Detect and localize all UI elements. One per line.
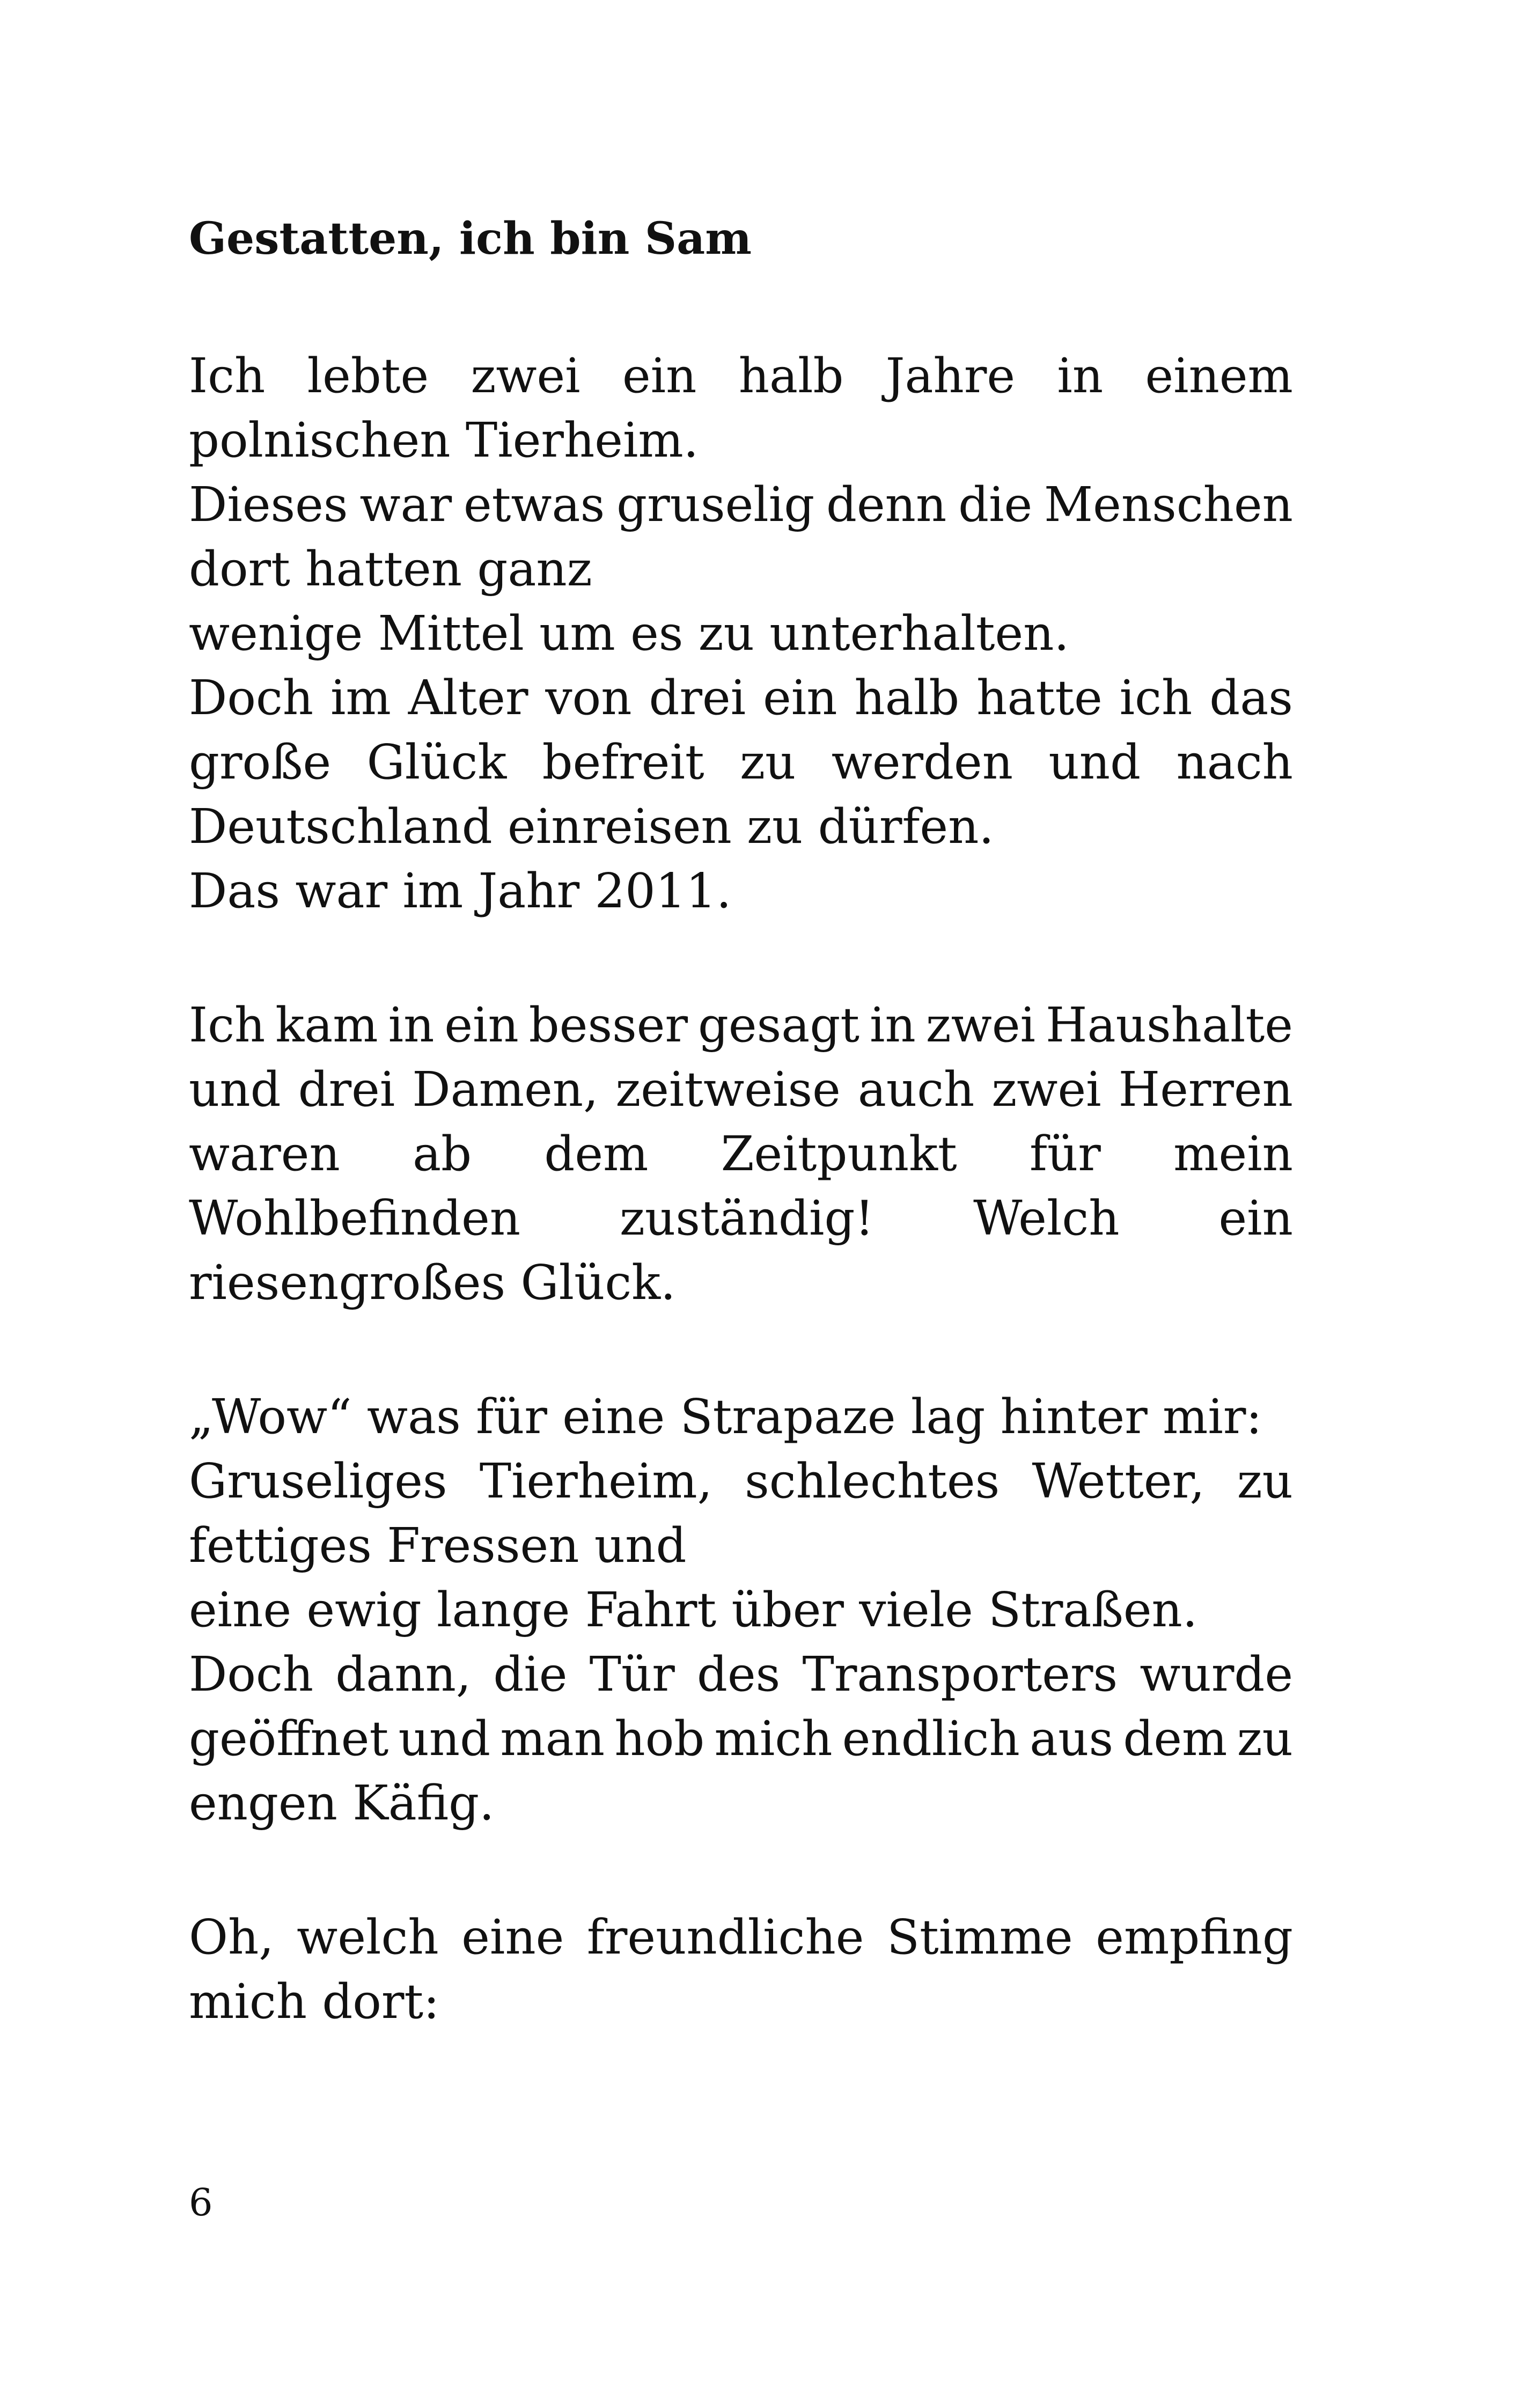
text-line: Wohlbefinden zuständig! Welch ein [189,1190,1293,1246]
text-line: Gruseliges Tierheim, schlechtes Wetter, zu [189,1453,1293,1509]
chapter-heading: Gestatten, ich bin Sam [189,213,752,265]
text-line: Das war im Jahr 2011. [189,863,732,919]
text-line: mich dort: [189,1973,440,2029]
text-line: wenige Mittel um es zu unterhalten. [189,605,1069,661]
text-line: Doch dann, die Tür des Transporters wurde [189,1646,1293,1702]
text-line: engen Käfig. [189,1775,495,1831]
text-line: „Wow“ was für eine Strapaze lag hinter mir: [189,1389,1262,1444]
text-line: Dieses war etwas gruselig denn die Menschen [189,476,1293,532]
page-number: 6 [189,2181,213,2225]
text-line: fettiges Fressen und [189,1517,687,1573]
text-line: eine ewig lange Fahrt über viele Straßen. [189,1582,1198,1638]
text-line: Ich lebte zwei ein halb Jahre in einem [189,348,1293,403]
text-line: große Glück befreit zu werden und nach [189,734,1293,790]
text-line: dort hatten ganz [189,541,592,597]
text-line: waren ab dem Zeitpunkt für mein [189,1126,1293,1181]
text-line: Oh, welch eine freundliche Stimme empfing [189,1909,1293,1965]
text-line: polnischen Tierheim. [189,412,699,468]
text-line: und drei Damen, zeitweise auch zwei Herren [189,1061,1293,1117]
text-line: riesengroßes Glück. [189,1254,676,1310]
text-line: Doch im Alter von drei ein halb hatte ich das [189,670,1293,725]
text-line: Deutschland einreisen zu dürfen. [189,798,994,854]
text-line: geöffnet und man hob mich endlich aus dem zu [189,1710,1293,1766]
text-line: Ich kam in ein besser gesagt in zwei Haushalte [189,997,1293,1053]
